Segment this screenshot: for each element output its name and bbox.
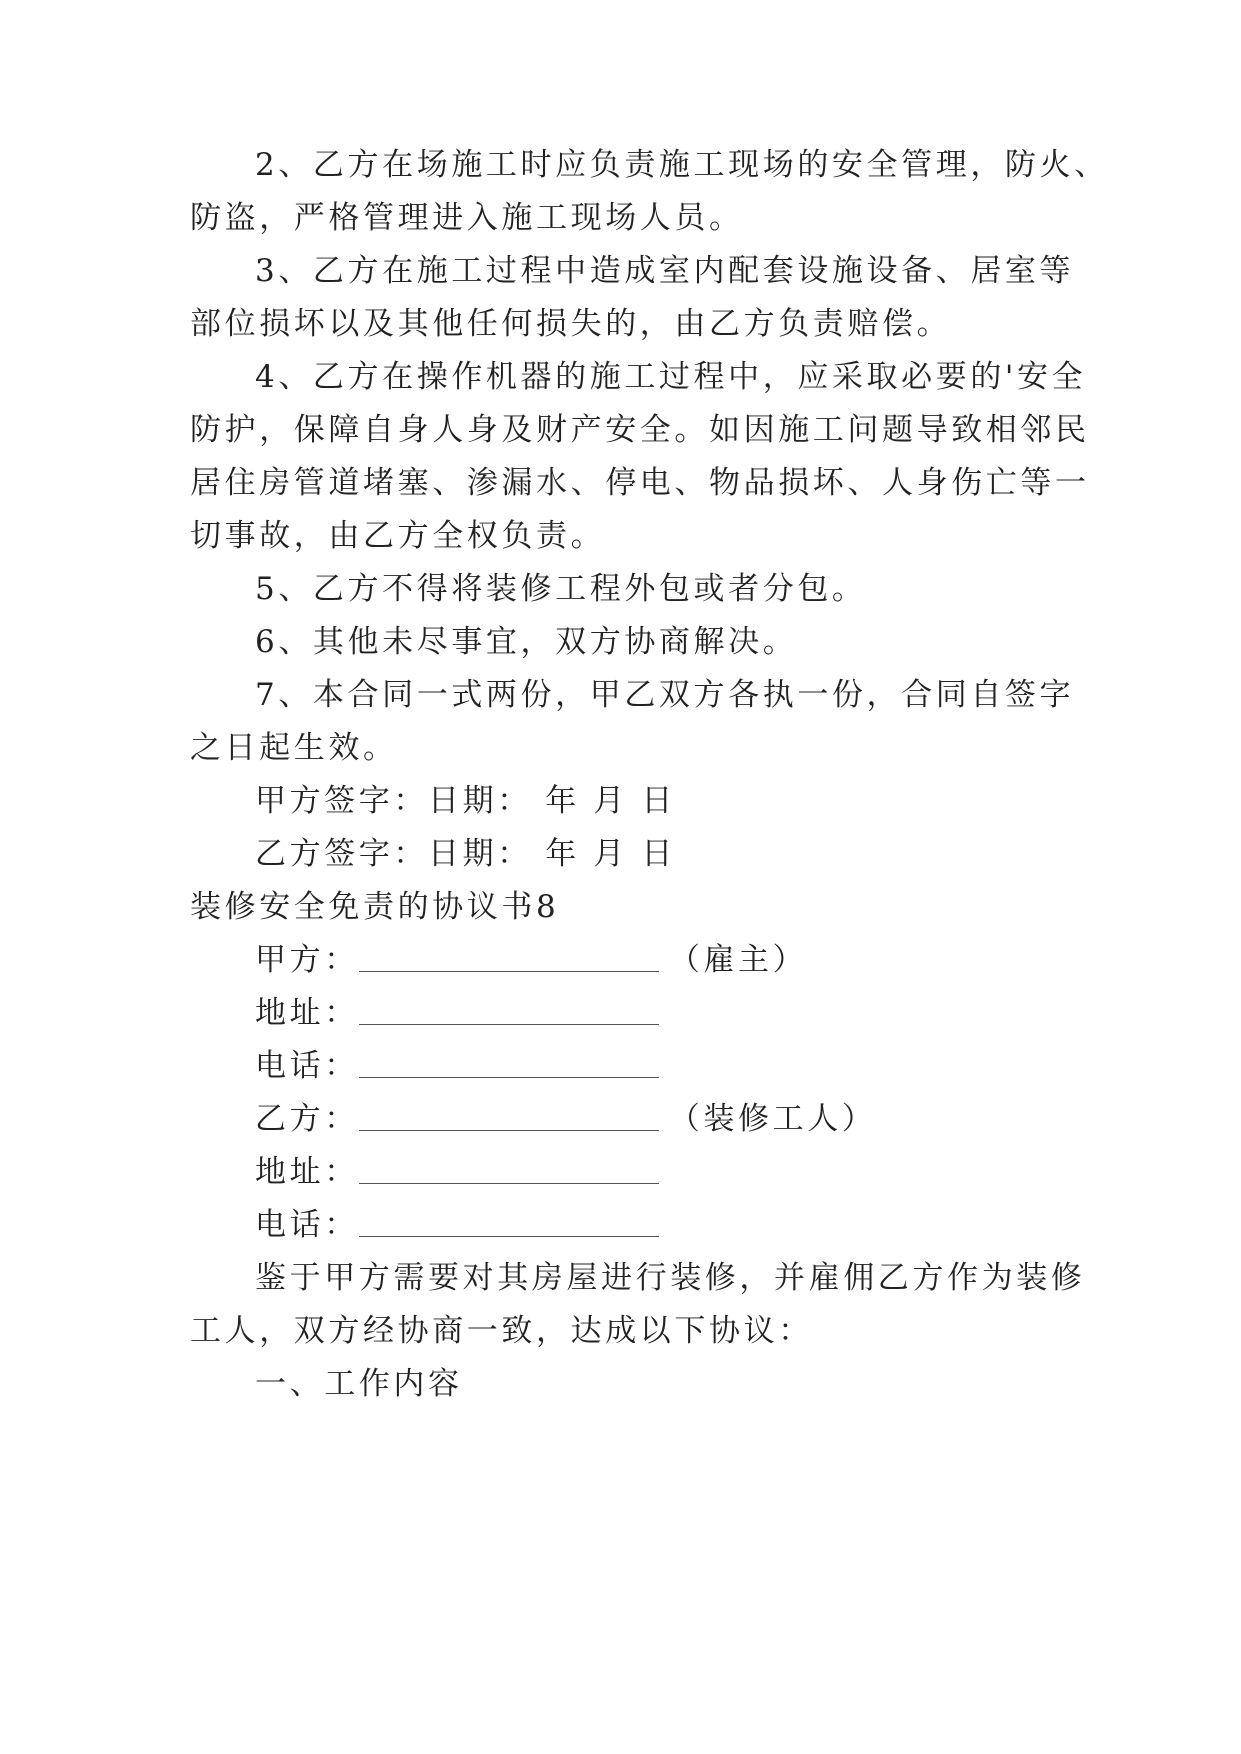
party-a-signature-line: 甲方签字：日期： 年 月 日 <box>255 783 676 819</box>
clause-2-line-2: 防盗，严格管理进入施工现场人员。 <box>190 200 744 236</box>
clause-6: 6、其他未尽事宜，双方协商解决。 <box>255 624 798 660</box>
clause-4-line-3: 居住房管道堵塞、渗漏水、停电、物品损坏、人身伤亡等一 <box>190 465 1090 501</box>
fill-in-blank <box>359 998 659 1025</box>
party-b-signature-line: 乙方签字：日期： 年 月 日 <box>255 836 676 872</box>
preamble-line-1: 鉴于甲方需要对其房屋进行装修，并雇佣乙方作为装修 <box>255 1260 1086 1296</box>
agreement-8-title: 装修安全免责的协议书8 <box>190 889 560 925</box>
field-suffix: （雇主） <box>668 942 808 978</box>
field-suffix: （装修工人） <box>668 1101 877 1137</box>
form-field-party-a-address <box>255 993 669 1033</box>
field-label: 地址： <box>255 1154 359 1190</box>
clause-7-line-2: 之日起生效。 <box>190 730 398 766</box>
fill-in-blank <box>359 1051 659 1078</box>
fill-in-blank <box>359 945 659 972</box>
field-label: 乙方： <box>255 1101 359 1137</box>
form-field-party-b-phone <box>255 1205 669 1245</box>
field-label: 地址： <box>255 995 359 1031</box>
clause-4-line-4: 切事故，由乙方全权负责。 <box>190 518 606 554</box>
field-label: 甲方： <box>255 942 359 978</box>
clause-3-line-2: 部位损坏以及其他任何损失的，由乙方负责赔偿。 <box>190 306 952 342</box>
clause-2-line-1: 2、乙方在场施工时应负责施工现场的安全管理，防火、 <box>255 147 1109 183</box>
field-label: 电话： <box>255 1207 359 1243</box>
fill-in-blank <box>359 1104 659 1131</box>
preamble-line-2: 工人，双方经协商一致，达成以下协议： <box>190 1313 813 1349</box>
section-heading-work-content: 一、工作内容 <box>255 1366 463 1402</box>
clause-4-line-2: 防护，保障自身人身及财产安全。如因施工问题导致相邻民 <box>190 412 1090 448</box>
form-field-party-a <box>255 940 807 980</box>
fill-in-blank <box>359 1210 659 1237</box>
form-field-party-a-phone <box>255 1046 669 1086</box>
fill-in-blank <box>359 1157 659 1184</box>
clause-3-line-1: 3、乙方在施工过程中造成室内配套设施设备、居室等 <box>255 253 1075 289</box>
clause-7-line-1: 7、本合同一式两份，甲乙双方各执一份，合同自签字 <box>255 677 1075 713</box>
clause-5: 5、乙方不得将装修工程外包或者分包。 <box>255 571 867 607</box>
form-field-party-b-address <box>255 1152 669 1192</box>
form-field-party-b <box>255 1099 876 1139</box>
clause-4-line-1: 4、乙方在操作机器的施工过程中，应采取必要的'安全 <box>255 359 1087 395</box>
field-label: 电话： <box>255 1048 359 1084</box>
